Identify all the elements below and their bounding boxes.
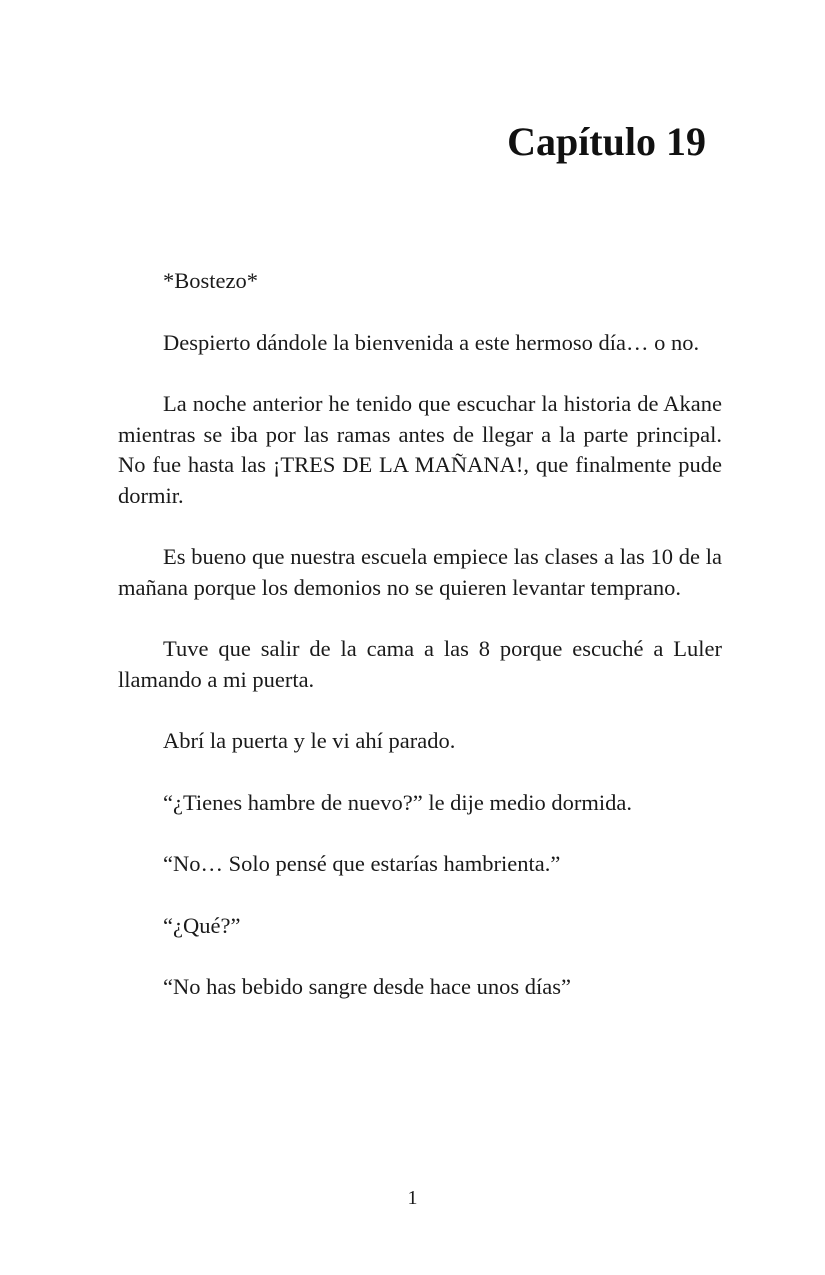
body-text — [118, 266, 722, 1034]
chapter-title: Capítulo 19 — [507, 119, 706, 164]
paragraph: *Bostezo* — [163, 268, 258, 293]
paragraph: Abrí la puerta y le vi ahí parado. — [163, 728, 456, 753]
paragraph: “¿Qué?” — [163, 912, 241, 938]
paragraph: “No… Solo pensé que estarías hambrienta.” — [163, 851, 561, 876]
page-number: 1 — [407, 1187, 418, 1209]
paragraph: “No has bebido sangre desde hace unos días” — [163, 974, 571, 999]
paragraph: Despierto dándole la bienvenida a este hermoso día… o no. — [163, 329, 700, 355]
paragraph: La noche anterior he tenido que escuchar la historia de Akane mientras se iba por las ramas antes de llegar a la parte principal. No fue hasta las ¡TRES DE LA MAÑANA!, que finalmente pude dormir. — [118, 391, 722, 508]
paragraph: “¿Tienes hambre de nuevo?” le dije medio dormida. — [163, 789, 633, 815]
paragraph: Tuve que salir de la cama a las 8 porque escuché a Luler llamando a mi puerta. — [118, 636, 722, 692]
paragraph: Es bueno que nuestra escuela empiece las clases a las 10 de la mañana porque los demonios no se quieren levantar temprano. — [118, 544, 722, 600]
